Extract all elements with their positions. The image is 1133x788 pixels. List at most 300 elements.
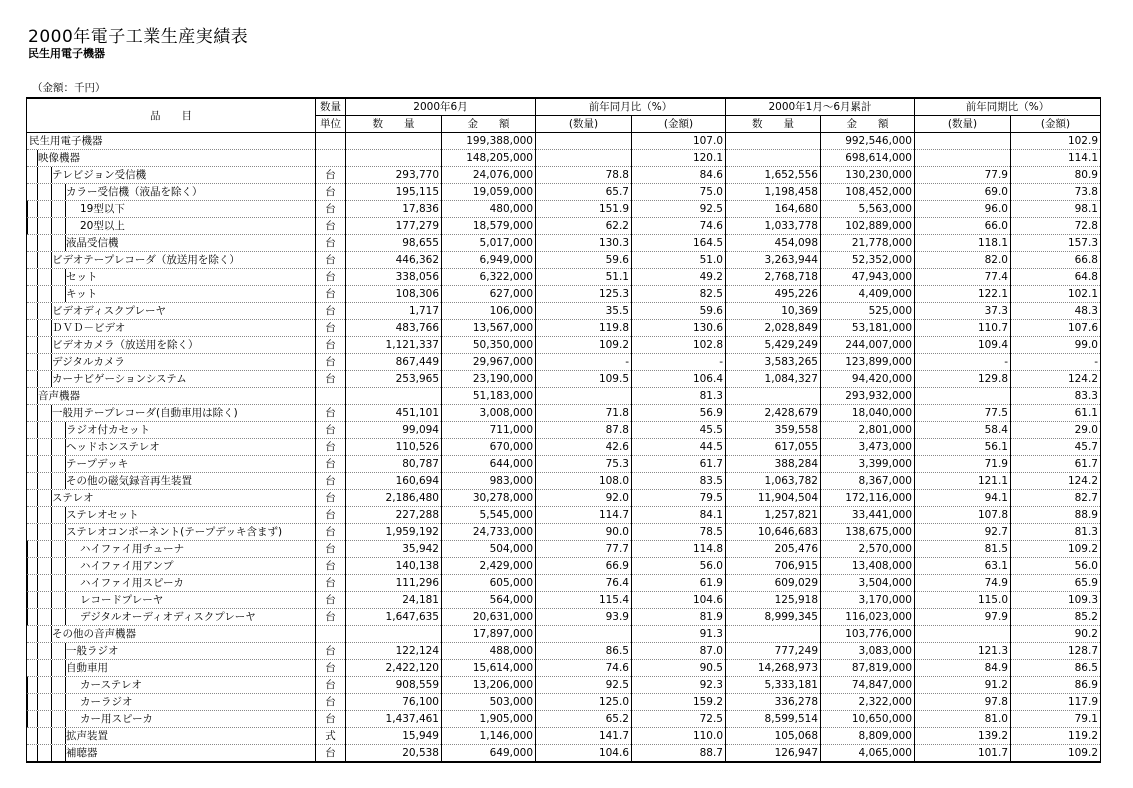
cell-a: 29,967,000 — [442, 354, 536, 371]
cell-ca: 8,367,000 — [821, 473, 915, 490]
cell-cyq: - — [915, 354, 1011, 371]
row-item-name: 一般用テープレコーダ(自動車用は除く) — [52, 407, 238, 419]
table-row — [27, 473, 1101, 490]
cell-ya: 120.1 — [632, 150, 726, 167]
cell-cya: 48.3 — [1011, 303, 1101, 320]
table-row — [27, 643, 1101, 660]
cell-ca: 698,614,000 — [821, 150, 915, 167]
cell-cyq: 56.1 — [915, 439, 1011, 456]
cell-yq: 87.8 — [536, 422, 632, 439]
cell-ca: 52,352,000 — [821, 252, 915, 269]
row-item-name-cell — [27, 575, 316, 592]
cell-a: 983,000 — [442, 473, 536, 490]
cell-q: 1,647,635 — [346, 609, 442, 626]
cell-q: 17,836 — [346, 201, 442, 218]
cell-a: 30,278,000 — [442, 490, 536, 507]
cell-yq: 86.5 — [536, 643, 632, 660]
cell-cya: 117.9 — [1011, 694, 1101, 711]
cell-q: 76,100 — [346, 694, 442, 711]
table-row — [27, 728, 1101, 745]
cell-cya: 66.8 — [1011, 252, 1101, 269]
cell-yq: 66.9 — [536, 558, 632, 575]
indent-guide — [51, 456, 52, 472]
cell-cyq: 71.9 — [915, 456, 1011, 473]
cell-ya: 106.4 — [632, 371, 726, 388]
cell-q: 80,787 — [346, 456, 442, 473]
cell-cq: 1,033,778 — [726, 218, 821, 235]
indent-guide — [65, 575, 66, 591]
table-row — [27, 507, 1101, 524]
cell-cya: 80.9 — [1011, 167, 1101, 184]
cell-cq — [726, 150, 821, 167]
indent-guide — [27, 609, 28, 625]
cell-cq: 706,915 — [726, 558, 821, 575]
cell-q: 1,121,337 — [346, 337, 442, 354]
row-item-name: ラジオ付カセット — [66, 424, 150, 436]
row-item-name: ハイファイ用アンプ — [80, 560, 174, 572]
indent-guide — [51, 269, 52, 285]
cell-a: 1,905,000 — [442, 711, 536, 728]
cell-ya: 79.5 — [632, 490, 726, 507]
cell-a: 18,579,000 — [442, 218, 536, 235]
cell-a: 488,000 — [442, 643, 536, 660]
cell-unit: 台 — [316, 337, 346, 354]
cell-cya: 65.9 — [1011, 575, 1101, 592]
cell-ya: 164.5 — [632, 235, 726, 252]
cell-ya: - — [632, 354, 726, 371]
cell-yq: 71.8 — [536, 405, 632, 422]
table-row — [27, 184, 1101, 201]
cell-unit — [316, 133, 346, 150]
cell-cq: 1,198,458 — [726, 184, 821, 201]
row-item-name-cell — [27, 303, 316, 320]
cell-cyq: 115.0 — [915, 592, 1011, 609]
cell-ca: 53,181,000 — [821, 320, 915, 337]
cell-ya: 92.3 — [632, 677, 726, 694]
cell-q: 2,422,120 — [346, 660, 442, 677]
cell-a: 51,183,000 — [442, 388, 536, 405]
indent-guide — [37, 677, 38, 693]
indent-guide — [27, 694, 28, 710]
indent-guide — [27, 677, 28, 693]
row-item-name: 自動車用 — [66, 662, 108, 674]
cell-cyq: 82.0 — [915, 252, 1011, 269]
cell-yq: 42.6 — [536, 439, 632, 456]
cell-a: 6,322,000 — [442, 269, 536, 286]
cell-cq: 125,918 — [726, 592, 821, 609]
cell-ya: 104.6 — [632, 592, 726, 609]
unit-note: （金額：千円） — [32, 82, 106, 94]
cell-cq: 2,028,849 — [726, 320, 821, 337]
table-row — [27, 201, 1101, 218]
row-item-name: ビデオディスクプレーヤ — [52, 305, 167, 317]
header-qty-unit-2: 単位 — [316, 116, 346, 133]
table-row — [27, 252, 1101, 269]
table-row — [27, 133, 1101, 150]
header-cum-yoy-amount: (金額) — [1011, 116, 1101, 133]
cell-ya: 88.7 — [632, 745, 726, 763]
indent-guide — [51, 677, 52, 693]
cell-cyq: 101.7 — [915, 745, 1011, 763]
table-row — [27, 745, 1101, 763]
cell-a: 19,059,000 — [442, 184, 536, 201]
cell-cya: 124.2 — [1011, 473, 1101, 490]
cell-yq: 151.9 — [536, 201, 632, 218]
cell-cya: 79.1 — [1011, 711, 1101, 728]
cell-cq: 10,369 — [726, 303, 821, 320]
cell-a: 503,000 — [442, 694, 536, 711]
cell-q: 35,942 — [346, 541, 442, 558]
indent-guide — [37, 252, 38, 268]
indent-guide — [37, 643, 38, 659]
header-cumulative: 2000年1月～6月累計 — [726, 98, 915, 116]
cell-cyq: 97.8 — [915, 694, 1011, 711]
indent-guide — [27, 558, 28, 574]
cell-cyq — [915, 626, 1011, 643]
cell-cyq: 77.5 — [915, 405, 1011, 422]
row-item-name-cell — [27, 337, 316, 354]
cell-a: 504,000 — [442, 541, 536, 558]
indent-guide — [37, 575, 38, 591]
cell-ca: 992,546,000 — [821, 133, 915, 150]
cell-q: 446,362 — [346, 252, 442, 269]
cell-ya: 91.3 — [632, 626, 726, 643]
cell-cq: 777,249 — [726, 643, 821, 660]
header-row-1 — [27, 98, 1101, 116]
cell-unit — [316, 626, 346, 643]
cell-cyq: 139.2 — [915, 728, 1011, 745]
table-row — [27, 677, 1101, 694]
cell-ya: 114.8 — [632, 541, 726, 558]
cell-cya: 124.2 — [1011, 371, 1101, 388]
cell-ca: 3,504,000 — [821, 575, 915, 592]
cell-ya: 49.2 — [632, 269, 726, 286]
cell-ya: 159.2 — [632, 694, 726, 711]
table-row — [27, 558, 1101, 575]
cell-ca: 3,083,000 — [821, 643, 915, 660]
cell-unit: 台 — [316, 269, 346, 286]
table-row — [27, 235, 1101, 252]
indent-guide — [37, 456, 38, 472]
indent-guide — [37, 354, 38, 370]
indent-guide — [37, 609, 38, 625]
row-item-name: デジタルオーディオディスクプレーヤ — [80, 611, 256, 623]
cell-a: 148,205,000 — [442, 150, 536, 167]
cell-cyq: 63.1 — [915, 558, 1011, 575]
table-row — [27, 218, 1101, 235]
indent-guide — [37, 490, 38, 506]
row-item-name-cell — [27, 167, 316, 184]
indent-guide — [65, 558, 66, 574]
cell-ca: 4,065,000 — [821, 745, 915, 763]
cell-unit: 台 — [316, 711, 346, 728]
cell-cya: 109.2 — [1011, 541, 1101, 558]
header-cumulative-yoy: 前年同期比（%） — [915, 98, 1101, 116]
indent-guide — [37, 337, 38, 353]
table-row — [27, 575, 1101, 592]
indent-guide — [37, 167, 38, 183]
cell-yq: - — [536, 354, 632, 371]
page-title: 2000年電子工業生産実績表 — [28, 27, 249, 47]
cell-ca: 5,563,000 — [821, 201, 915, 218]
cell-unit: 台 — [316, 439, 346, 456]
row-item-name-cell — [27, 711, 316, 728]
cell-yq: 92.5 — [536, 677, 632, 694]
indent-guide — [37, 371, 38, 387]
cell-unit: 台 — [316, 422, 346, 439]
table-row — [27, 422, 1101, 439]
row-item-name-cell — [27, 677, 316, 694]
row-item-name: 民生用電子機器 — [29, 135, 103, 147]
indent-guide — [65, 201, 66, 217]
cell-cya: 61.1 — [1011, 405, 1101, 422]
cell-yq: 77.7 — [536, 541, 632, 558]
cell-cya: 102.1 — [1011, 286, 1101, 303]
cell-cya: 64.8 — [1011, 269, 1101, 286]
table-row — [27, 388, 1101, 405]
indent-guide — [51, 643, 52, 659]
cell-a: 24,076,000 — [442, 167, 536, 184]
header-june-yoy-amount: (金額) — [632, 116, 726, 133]
cell-cyq: 91.2 — [915, 677, 1011, 694]
cell-unit: 台 — [316, 745, 346, 763]
row-item-name: その他の磁気録音再生装置 — [66, 475, 192, 487]
indent-guide — [37, 303, 38, 319]
cell-cq: 5,333,181 — [726, 677, 821, 694]
indent-guide — [37, 201, 38, 217]
cell-yq — [536, 150, 632, 167]
cell-cq — [726, 388, 821, 405]
cell-q: 98,655 — [346, 235, 442, 252]
cell-cya: 107.6 — [1011, 320, 1101, 337]
table-row — [27, 371, 1101, 388]
row-item-name: カーステレオ — [80, 679, 143, 691]
table-row — [27, 541, 1101, 558]
cell-ya: 81.3 — [632, 388, 726, 405]
cell-yq: 108.0 — [536, 473, 632, 490]
indent-guide — [37, 235, 38, 251]
cell-q: 451,101 — [346, 405, 442, 422]
indent-guide — [37, 524, 38, 540]
cell-a: 199,388,000 — [442, 133, 536, 150]
table-row — [27, 490, 1101, 507]
cell-ca: 2,322,000 — [821, 694, 915, 711]
table-row — [27, 660, 1101, 677]
indent-guide — [65, 218, 66, 234]
indent-guide — [37, 422, 38, 438]
cell-q: 195,115 — [346, 184, 442, 201]
row-item-name-cell — [27, 745, 316, 763]
cell-a: 24,733,000 — [442, 524, 536, 541]
indent-guide — [27, 218, 28, 234]
cell-a: 3,008,000 — [442, 405, 536, 422]
cell-cya: 82.7 — [1011, 490, 1101, 507]
table-row — [27, 456, 1101, 473]
row-item-name-cell — [27, 405, 316, 422]
indent-guide — [37, 218, 38, 234]
cell-cya: - — [1011, 354, 1101, 371]
cell-q: 110,526 — [346, 439, 442, 456]
cell-cq: 1,257,821 — [726, 507, 821, 524]
cell-cya: 128.7 — [1011, 643, 1101, 660]
cell-q: 2,186,480 — [346, 490, 442, 507]
cell-cyq: 81.0 — [915, 711, 1011, 728]
indent-guide — [51, 184, 52, 200]
cell-ya: 45.5 — [632, 422, 726, 439]
cell-yq: 125.0 — [536, 694, 632, 711]
row-item-name-cell — [27, 728, 316, 745]
table-row — [27, 592, 1101, 609]
table-row — [27, 303, 1101, 320]
cell-ya: 82.5 — [632, 286, 726, 303]
cell-yq: 65.2 — [536, 711, 632, 728]
cell-q — [346, 388, 442, 405]
row-item-name: ヘッドホンステレオ — [66, 441, 160, 453]
row-item-name-cell — [27, 456, 316, 473]
cell-cyq: 84.9 — [915, 660, 1011, 677]
indent-guide — [37, 184, 38, 200]
cell-yq: 78.8 — [536, 167, 632, 184]
cell-ca: 138,675,000 — [821, 524, 915, 541]
row-item-name: その他の音声機器 — [52, 628, 136, 640]
indent-guide — [37, 286, 38, 302]
indent-guide — [51, 235, 52, 251]
cell-unit — [316, 388, 346, 405]
indent-guide — [51, 745, 52, 761]
table-row — [27, 524, 1101, 541]
cell-cya: 85.2 — [1011, 609, 1101, 626]
cell-q: 253,965 — [346, 371, 442, 388]
cell-ca: 102,889,000 — [821, 218, 915, 235]
cell-ca: 2,570,000 — [821, 541, 915, 558]
indent-guide — [27, 575, 28, 591]
indent-guide — [37, 694, 38, 710]
cell-q — [346, 150, 442, 167]
row-item-name: カーナビゲーションシステム — [52, 373, 187, 385]
row-item-name-cell — [27, 609, 316, 626]
cell-cya: 109.2 — [1011, 745, 1101, 763]
cell-q: 177,279 — [346, 218, 442, 235]
cell-cq: 11,904,504 — [726, 490, 821, 507]
cell-yq: 90.0 — [536, 524, 632, 541]
cell-cyq: 110.7 — [915, 320, 1011, 337]
cell-unit: 台 — [316, 218, 346, 235]
cell-a: 13,206,000 — [442, 677, 536, 694]
row-item-name-cell — [27, 286, 316, 303]
cell-cyq: 92.7 — [915, 524, 1011, 541]
cell-ya: 130.6 — [632, 320, 726, 337]
indent-guide — [51, 728, 52, 744]
cell-cya: 88.9 — [1011, 507, 1101, 524]
cell-ca: 108,452,000 — [821, 184, 915, 201]
indent-guide — [37, 473, 38, 489]
cell-yq: 62.2 — [536, 218, 632, 235]
cell-cq: 1,063,782 — [726, 473, 821, 490]
indent-guide — [51, 575, 52, 591]
row-item-name: ステレオコンポーネント(テープデッキ含まず) — [66, 526, 283, 538]
cell-ya: 72.5 — [632, 711, 726, 728]
cell-yq: 74.6 — [536, 660, 632, 677]
indent-guide — [37, 626, 38, 642]
cell-q: 108,306 — [346, 286, 442, 303]
cell-cq: 3,583,265 — [726, 354, 821, 371]
cell-unit: 台 — [316, 184, 346, 201]
cell-ca: 293,932,000 — [821, 388, 915, 405]
cell-ya: 87.0 — [632, 643, 726, 660]
cell-q: 111,296 — [346, 575, 442, 592]
cell-cya: 81.3 — [1011, 524, 1101, 541]
cell-unit: 台 — [316, 405, 346, 422]
indent-guide — [27, 201, 28, 217]
cell-ca: 244,007,000 — [821, 337, 915, 354]
cell-cya: 114.1 — [1011, 150, 1101, 167]
cell-cyq: 77.9 — [915, 167, 1011, 184]
cell-cyq: 107.8 — [915, 507, 1011, 524]
row-item-name-cell — [27, 388, 316, 405]
indent-guide — [51, 541, 52, 557]
cell-a: 564,000 — [442, 592, 536, 609]
cell-ya: 110.0 — [632, 728, 726, 745]
header-item: 品 目 — [27, 98, 316, 133]
table-row — [27, 439, 1101, 456]
indent-guide — [51, 558, 52, 574]
table-row — [27, 626, 1101, 643]
cell-unit: 台 — [316, 371, 346, 388]
cell-q — [346, 626, 442, 643]
cell-yq: 130.3 — [536, 235, 632, 252]
row-item-name-cell — [27, 507, 316, 524]
cell-ya: 102.8 — [632, 337, 726, 354]
row-item-name-cell — [27, 354, 316, 371]
cell-q: 293,770 — [346, 167, 442, 184]
cell-cyq: 96.0 — [915, 201, 1011, 218]
row-item-name: セット — [66, 271, 98, 283]
row-item-name: ステレオ — [52, 492, 94, 504]
cell-ya: 84.6 — [632, 167, 726, 184]
row-item-name-cell — [27, 660, 316, 677]
cell-cya: 61.7 — [1011, 456, 1101, 473]
cell-ya: 59.6 — [632, 303, 726, 320]
indent-guide — [51, 201, 52, 217]
row-item-name: 一般ラジオ — [66, 645, 119, 657]
cell-cq: 8,599,514 — [726, 711, 821, 728]
cell-unit — [316, 150, 346, 167]
row-item-name: 補聴器 — [66, 747, 98, 759]
cell-yq: 65.7 — [536, 184, 632, 201]
indent-guide — [51, 609, 52, 625]
row-item-name: テープデッキ — [66, 458, 129, 470]
cell-cyq — [915, 133, 1011, 150]
row-item-name-cell — [27, 473, 316, 490]
cell-a: 17,897,000 — [442, 626, 536, 643]
table-row — [27, 609, 1101, 626]
cell-cq: 1,652,556 — [726, 167, 821, 184]
indent-guide — [65, 677, 66, 693]
cell-q: 122,124 — [346, 643, 442, 660]
cell-yq: 125.3 — [536, 286, 632, 303]
cell-ca: 116,023,000 — [821, 609, 915, 626]
cell-yq: 75.3 — [536, 456, 632, 473]
cell-cq: 609,029 — [726, 575, 821, 592]
cell-yq: 109.5 — [536, 371, 632, 388]
cell-cq: 126,947 — [726, 745, 821, 763]
indent-guide — [37, 269, 38, 285]
row-item-name-cell — [27, 422, 316, 439]
cell-ca: 94,420,000 — [821, 371, 915, 388]
row-item-name-cell — [27, 150, 316, 167]
cell-unit: 台 — [316, 320, 346, 337]
cell-a: 20,631,000 — [442, 609, 536, 626]
